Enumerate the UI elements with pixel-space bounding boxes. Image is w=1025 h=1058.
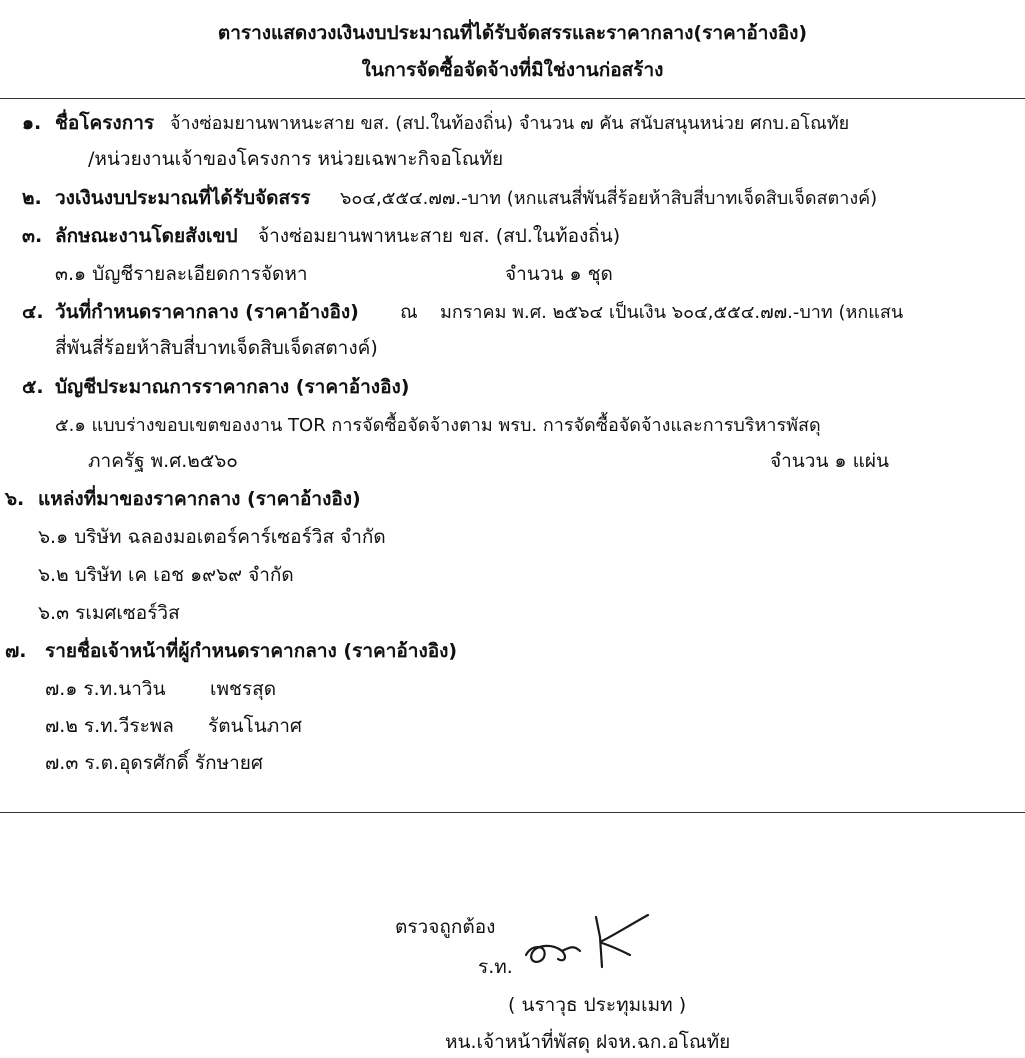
section-4-number: ๔. <box>22 301 44 323</box>
section-7-2-surname: รัตนโนภาศ <box>208 715 302 737</box>
section-4-label: วันที่กำหนดราคากลาง (ราคาอ้างอิง) <box>55 301 359 323</box>
top-divider <box>0 98 1025 99</box>
section-6-number: ๖. <box>5 488 25 510</box>
section-4-at: ณ <box>400 301 418 323</box>
section-3-number: ๓. <box>22 225 43 247</box>
section-6-label: แหล่งที่มาของราคากลาง (ราคาอ้างอิง) <box>38 488 361 510</box>
section-3-1-text: ๓.๑ บัญชีรายละเอียดการจัดหา <box>55 263 308 285</box>
section-5-1-quantity: จำนวน ๑ แผ่น <box>770 450 889 472</box>
section-7-label: รายชื่อเจ้าหน้าที่ผู้กำหนดราคากลาง (ราคาอ้างอิง) <box>45 640 458 662</box>
handwritten-signature <box>518 907 658 982</box>
section-6-3: ๖.๓ รเมศเซอร์วิส <box>38 602 180 624</box>
section-3-text: จ้างซ่อมยานพาหนะสาย ขส. (สป.ในท้องถิ่น) <box>258 225 621 247</box>
section-5-1-text: ๕.๑ แบบร่างขอบเขตของงาน TOR การจัดซื้อจัดจ้างตาม พรบ. การจัดซื้อจัดจ้างและการบริหารพัสดุ <box>55 415 821 436</box>
section-5-label: บัญชีประมาณการราคากลาง (ราคาอ้างอิง) <box>55 376 410 398</box>
section-2-label: วงเงินงบประมาณที่ได้รับจัดสรร <box>55 187 311 209</box>
section-1-label: ชื่อโครงการ <box>55 112 155 134</box>
bottom-divider <box>0 812 1025 813</box>
section-6-2: ๖.๒ บริษัท เค เอช ๑๙๖๙ จำกัด <box>38 564 294 586</box>
section-1-continuation: /หน่วยงานเจ้าของโครงการ หน่วยเฉพาะกิจอโณทัย <box>88 148 504 170</box>
section-3-1-quantity: จำนวน ๑ ชุด <box>505 263 613 285</box>
section-6-1: ๖.๑ บริษัท ฉลองมอเตอร์คาร์เซอร์วิส จำกัด <box>38 526 386 548</box>
section-4-text: มกราคม พ.ศ. ๒๕๖๔ เป็นเงิน ๖๐๔,๕๕๔.๗๗.-บาท (หกแสน <box>440 302 904 323</box>
title-line-2: ในการจัดซื้อจัดจ้างที่มิใช่งานก่อสร้าง <box>361 59 664 81</box>
section-2-number: ๒. <box>22 187 42 209</box>
section-3-label: ลักษณะงานโดยสังเขป <box>55 225 238 247</box>
signatory-position: หน.เจ้าหน้าที่พัสดุ ฝจห.ฉก.อโณทัย <box>445 1031 731 1053</box>
signatory-name: ( นราวุธ ประทุมเมท ) <box>508 994 687 1016</box>
section-7-1-name: ๗.๑ ร.ท.นาวิน <box>45 678 166 700</box>
section-7-number: ๗. <box>5 640 27 662</box>
title-line-1: ตารางแสดงวงเงินงบประมาณที่ได้รับจัดสรรและราคากลาง(ราคาอ้างอิง) <box>217 22 808 44</box>
section-7-2-name: ๗.๒ ร.ท.วีระพล <box>45 715 174 737</box>
section-2-text: ๖๐๔,๕๕๔.๗๗.-บาท (หกแสนสี่พันสี่ร้อยห้าสิบสี่บาทเจ็ดสิบเจ็ดสตางค์) <box>340 188 878 209</box>
section-5-number: ๕. <box>22 376 44 398</box>
section-1-number: ๑. <box>22 112 42 134</box>
section-4-continuation: สี่พันสี่ร้อยห้าสิบสี่บาทเจ็ดสิบเจ็ดสตางค์) <box>55 337 378 359</box>
section-5-1-continuation: ภาครัฐ พ.ศ.๒๕๖๐ <box>88 450 238 472</box>
section-1-text: จ้างซ่อมยานพาหนะสาย ขส. (สป.ในท้องถิ่น) จำนวน ๗ คัน สนับสนุนหน่วย ศกบ.อโณทัย <box>170 113 850 134</box>
certify-label: ตรวจถูกต้อง <box>395 916 496 938</box>
section-7-1-surname: เพชรสุด <box>210 678 277 700</box>
rank-label: ร.ท. <box>478 956 513 978</box>
section-7-3: ๗.๓ ร.ต.อุดรศักดิ์ รักษายศ <box>45 752 263 774</box>
